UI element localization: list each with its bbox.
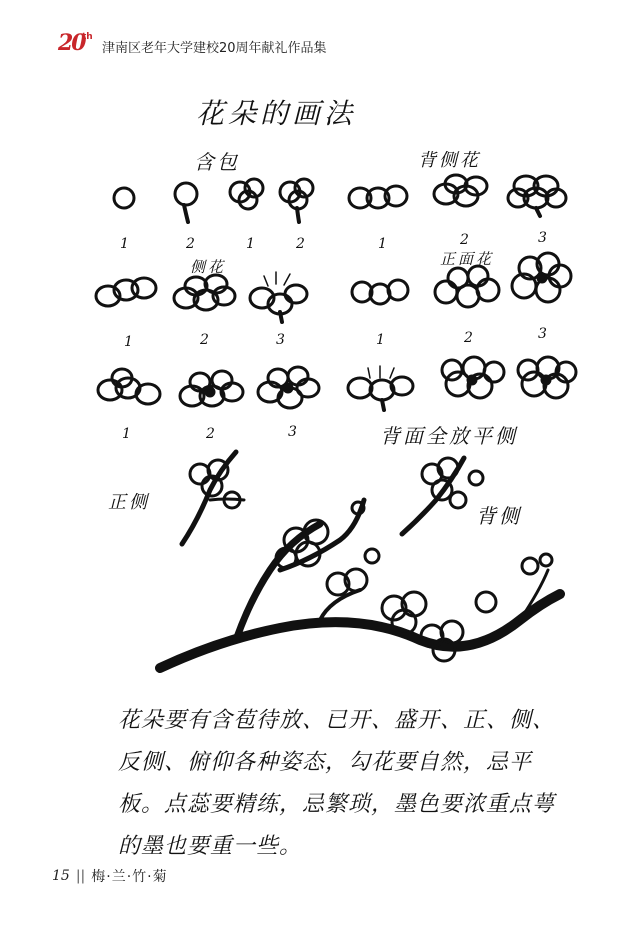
plum-branch-painting-icon [160, 500, 560, 668]
front-flower-step-3-icon [512, 253, 571, 302]
side-flower-step-3-icon [250, 272, 307, 322]
back-flower-step-3-icon [508, 176, 566, 216]
step-number: 1 [378, 236, 387, 252]
step-number: 2 [464, 330, 473, 346]
open-flower-step-1-icon [98, 369, 160, 404]
open-flower-step-2-icon [180, 371, 243, 406]
front-flower-step-2-icon [435, 266, 499, 307]
bud-step-1-icon [114, 188, 134, 208]
front-side-branch-icon [182, 452, 244, 544]
label-bei-ce: 背侧 [476, 504, 522, 528]
page-title: 花朵的画法 [196, 97, 357, 130]
body-text: 花朵要有含苞待放、已开、盛开、正、侧、反侧、俯仰各种姿态，勾花要自然，忌平板。点蕊要精练，忌繁琐，墨色要浓重点萼的墨也要重一些。 [118, 708, 556, 859]
back-flower-step-2-icon [434, 175, 487, 206]
label-zheng-mian-hua: 正面花 [440, 250, 495, 268]
step-number: 3 [276, 332, 285, 348]
label-zheng-ce: 正侧 [108, 492, 150, 513]
bud-step-2b-icon [280, 179, 313, 222]
logo-number: 20 [58, 30, 85, 56]
step-number: 1 [122, 426, 131, 442]
side-flower-step-1-icon [96, 278, 156, 306]
label-bei-ce-hua: 背侧花 [418, 150, 481, 171]
bud-step-1b-icon [230, 179, 263, 209]
open-flower-step-4-icon [348, 366, 413, 410]
label-bei-mian-quan-fang-ping-ce: 背面全放平侧 [380, 424, 518, 448]
label-han-bao: 含包 [194, 150, 240, 174]
book-title: 梅·兰·竹·菊 [91, 869, 168, 885]
back-flower-step-1-icon [349, 186, 407, 208]
page-footer [52, 866, 168, 886]
back-side-branch-icon [402, 458, 483, 534]
label-ce-hua: 侧花 [190, 258, 227, 276]
side-flower-step-2-icon [174, 275, 235, 310]
step-number: 3 [288, 424, 297, 440]
front-flower-step-1-icon [352, 280, 408, 304]
step-number: 1 [246, 236, 255, 252]
step-number: 2 [186, 236, 195, 252]
open-flower-step-6-icon [518, 357, 576, 398]
step-number: 2 [200, 332, 209, 348]
header-title: 津南区老年大学建校20周年献礼作品集 [102, 40, 327, 56]
step-number: 1 [120, 236, 129, 252]
page-number: 15 [52, 868, 70, 884]
step-number: 3 [538, 326, 547, 342]
step-number: 1 [376, 332, 385, 348]
step-number: 3 [538, 230, 547, 246]
open-flower-step-3-icon [258, 367, 319, 408]
step-number: 1 [124, 334, 133, 350]
step-number: 2 [296, 236, 305, 252]
logo-suffix: th [82, 32, 93, 42]
footer-separator: || [75, 868, 86, 884]
step-number: 2 [460, 232, 469, 248]
bud-step-2-icon [175, 183, 197, 222]
open-flower-step-5-icon [442, 357, 504, 398]
step-number: 2 [206, 426, 215, 442]
